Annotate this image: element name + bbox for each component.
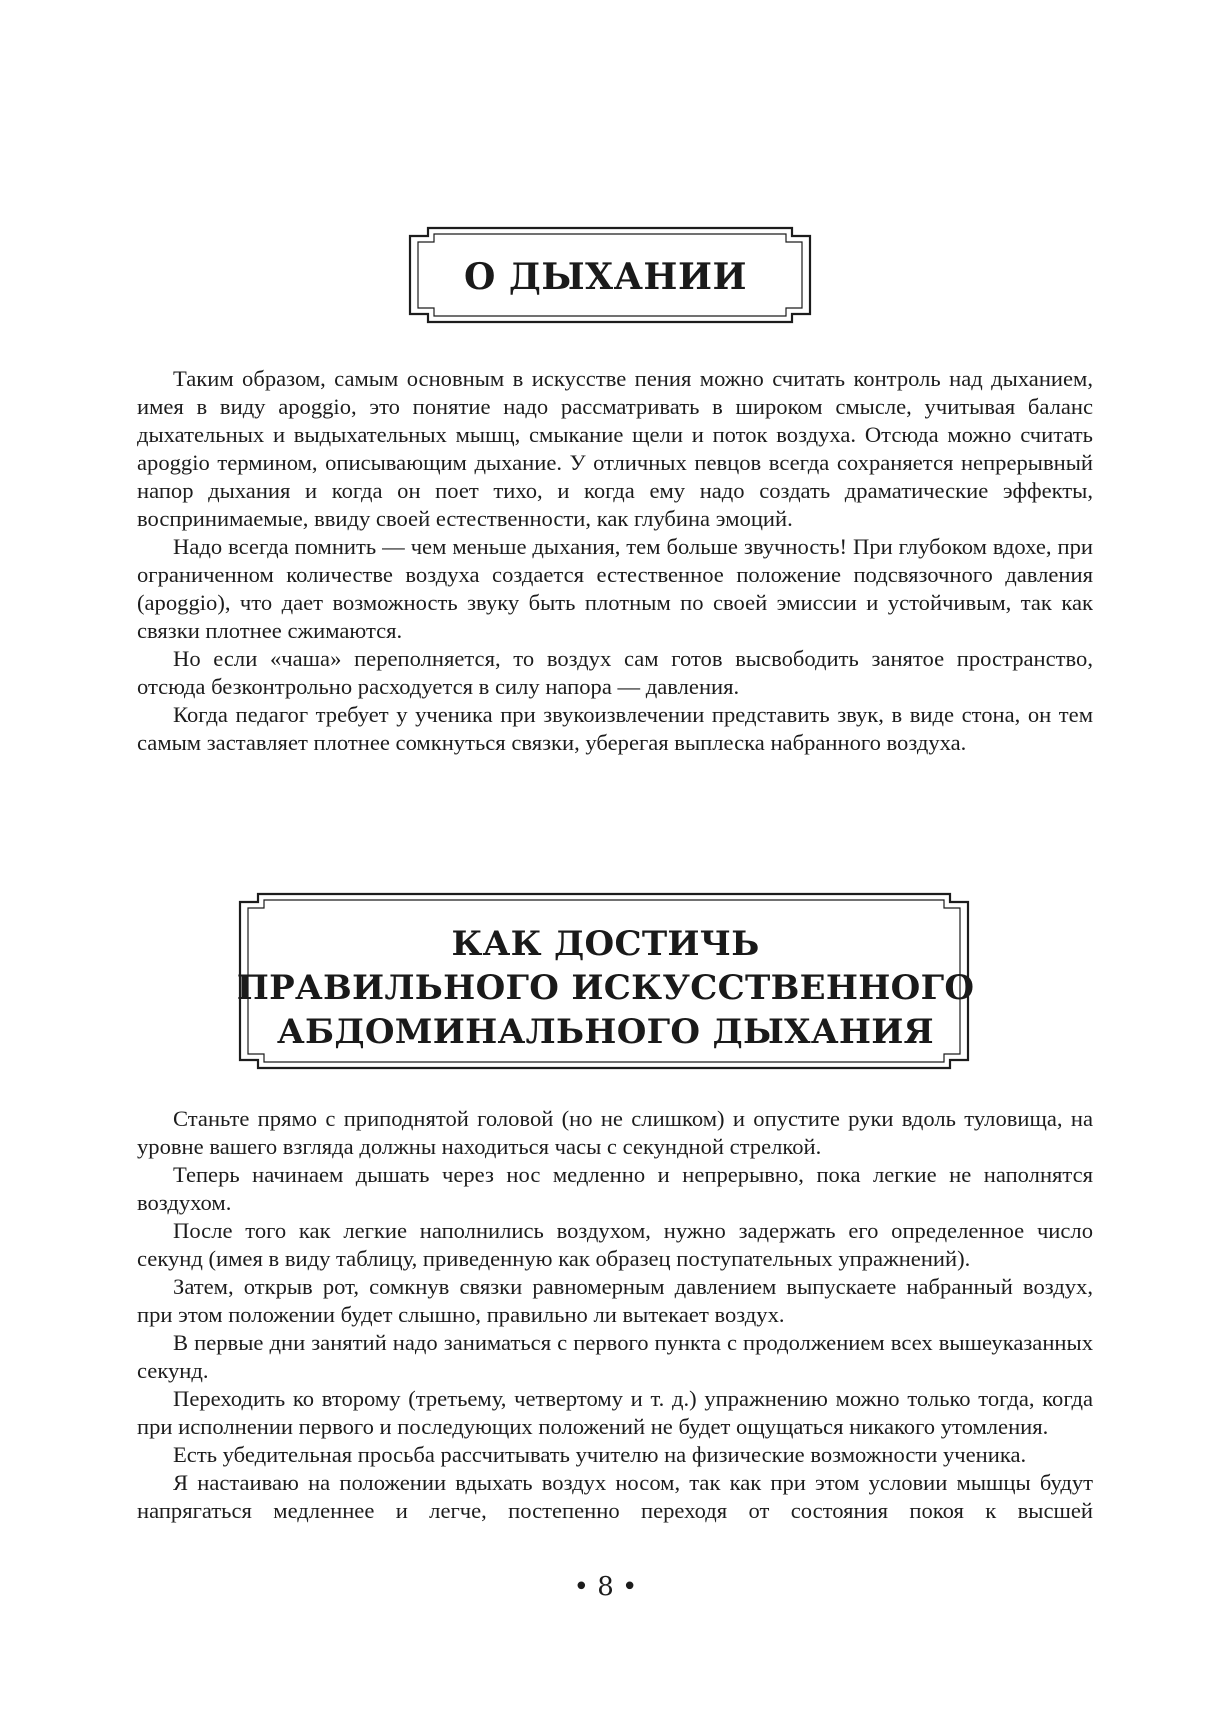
paragraph: Когда педагог требует у ученика при звукоизвлечении представить звук, в виде стона, он тем самым заставляет плотнее сомкнуться связки, уберегая выплеска набранного воздуха.	[137, 702, 1093, 755]
section-heading-abdominal	[0, 922, 1211, 1054]
heading-line: КАК ДОСТИЧЬ	[451, 924, 760, 964]
paragraph: Таким образом, самым основным в искусстве пения можно считать контроль над дыханием, имея в виду apoggio, это понятие надо рассматривать в широком смысле, учитывая баланс дыхательных и выдыхательных мышц, смыкание щели и поток воздуха. Отсюда можно считать apoggio термином, описывающим дыхание. У отличных певцов всегда сохраняется непрерывный напор дыхания и когда он поет тихо, и когда ему надо создать драматические эффекты, воспринимаемые, ввиду своей естественности, как глубина эмоций.	[137, 366, 1093, 531]
section-heading-breathing: О ДЫХАНИИ	[464, 256, 747, 298]
heading-line: ПРАВИЛЬНОГО ИСКУССТВЕННОГО	[236, 968, 975, 1008]
paragraph: Затем, открыв рот, сомкнув связки равномерным давлением выпускаете набранный воздух, при этом положении будет слышно, правильно ли вытекает воздух.	[137, 1274, 1093, 1327]
paragraph: Есть убедительная просьба рассчитывать учителю на физические возможности ученика.	[173, 1442, 1027, 1467]
paragraph: Теперь начинаем дышать через нос медленно и непрерывно, пока легкие не наполнятся воздухом.	[137, 1162, 1093, 1215]
paragraph: Надо всегда помнить — чем меньше дыхания, тем больше звучность! При глубоком вдохе, при ограниченном количестве воздуха создается естественное положение подсвязочного давления (apoggio), что дает возможность звуку быть плотным по своей эмиссии и устойчивым, так как связки плотнее сжимаются.	[137, 534, 1093, 643]
paragraph: В первые дни занятий надо заниматься с первого пункта с продолжением всех вышеуказанных секунд.	[137, 1330, 1093, 1383]
paragraph: Но если «чаша» переполняется, то воздух сам готов высвободить занятое пространство, отсюда безконтрольно расходуется в силу напора — давления.	[137, 646, 1093, 699]
page-number: • 8 •	[573, 1572, 638, 1602]
paragraph: Станьте прямо с приподнятой головой (но не слишком) и опустите руки вдоль туловища, на уровне вашего взгляда должны находиться часы с секундной стрелкой.	[137, 1106, 1093, 1159]
section-2-text	[137, 1105, 1093, 1525]
paragraph: Переходить ко второму (третьему, четвертому и т. д.) упражнению можно только тогда, когда при исполнении первого и последующих положений не будет ощущаться никакого утомления.	[137, 1386, 1093, 1439]
heading-line: АБДОМИНАЛЬНОГО ДЫХАНИЯ	[277, 1012, 934, 1052]
section-1-text	[137, 365, 1093, 757]
paragraph: После того как легкие наполнились воздухом, нужно задержать его определенное число секунд (имея в виду таблицу, приведенную как образец поступательных упражнений).	[137, 1218, 1093, 1271]
paragraph: Я настаиваю на положении вдыхать воздух носом, так как при этом условии мышцы будут напрягаться медленнее и легче, постепенно переходя от состояния покоя к высшей	[137, 1470, 1093, 1523]
